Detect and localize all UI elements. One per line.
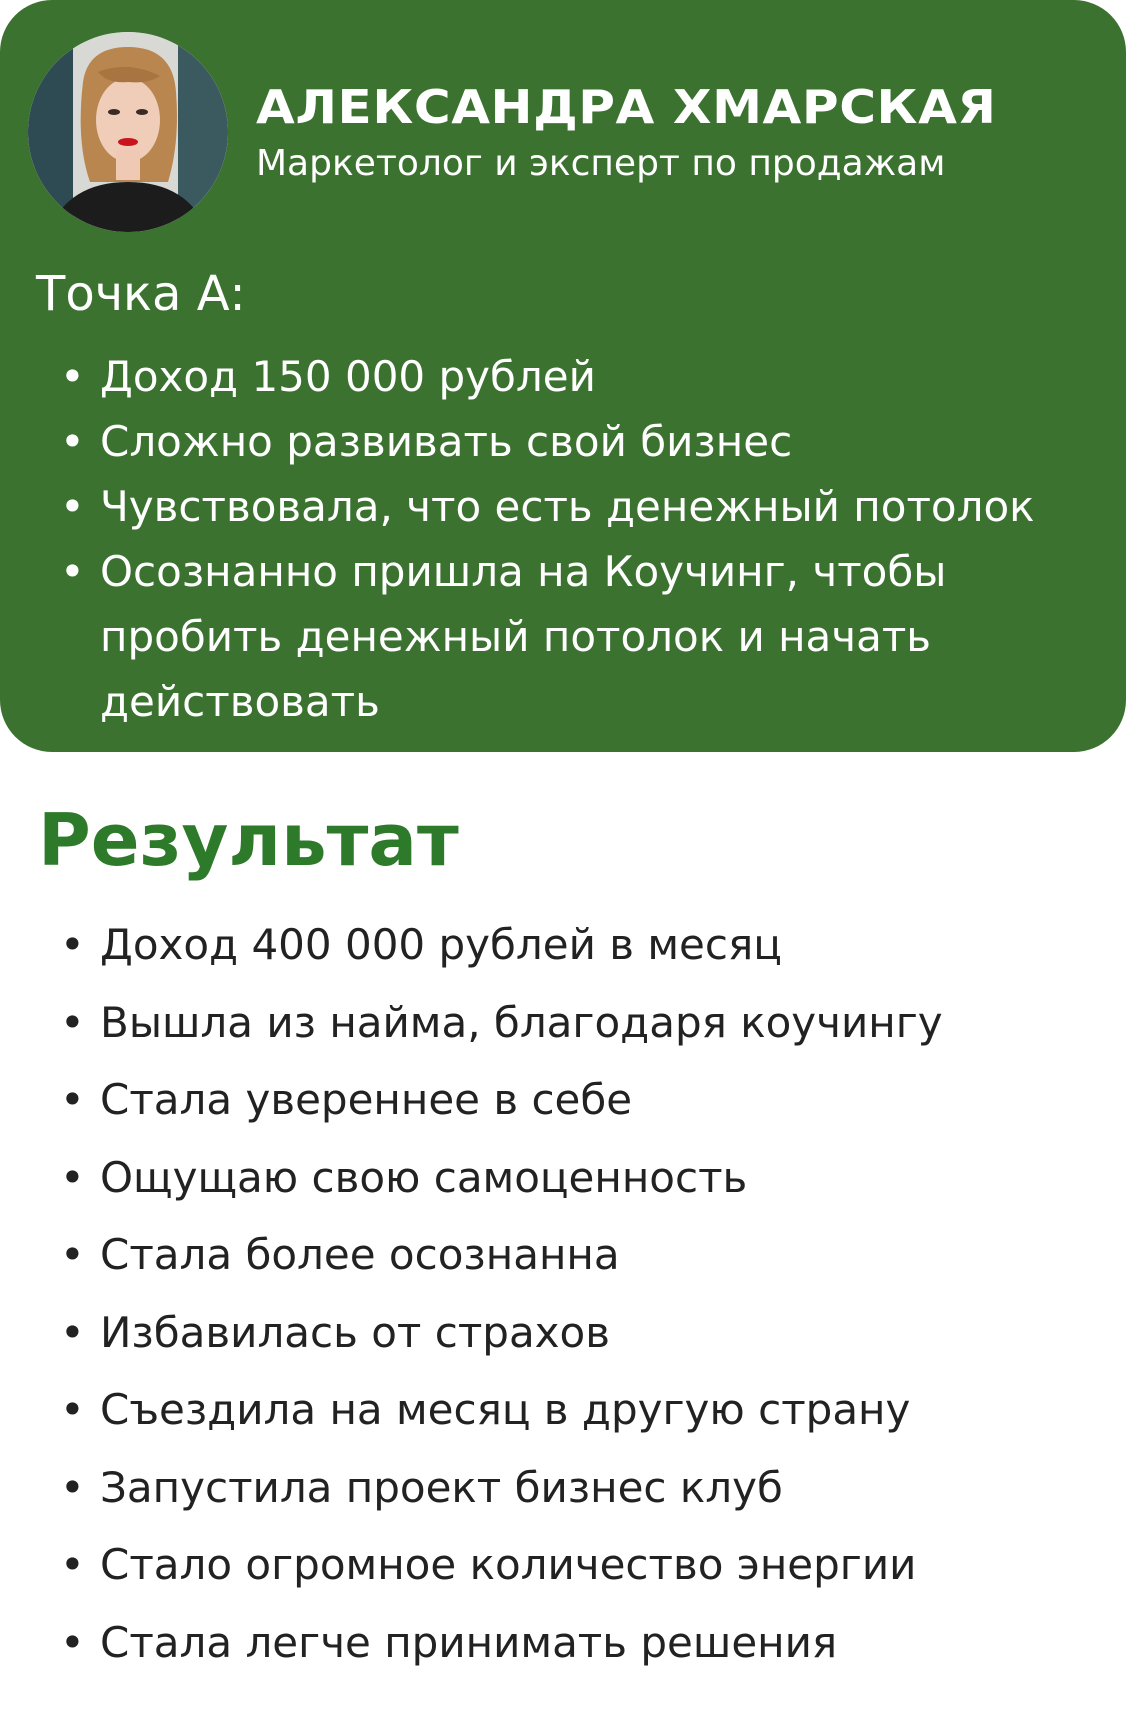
bullet-icon: •	[60, 1617, 85, 1667]
profile-name: АЛЕКСАНДРА ХМАРСКАЯ	[256, 80, 997, 134]
point-a-item: • Доход 150 000 рублей	[0, 344, 1035, 409]
avatar-photo	[28, 32, 228, 232]
bullet-icon: •	[60, 1307, 85, 1357]
bullet-icon: •	[60, 1462, 85, 1512]
bullet-icon: •	[60, 1075, 85, 1124]
result-item: • Стала увереннее в себе	[0, 1071, 943, 1149]
bullet-icon: •	[60, 1152, 85, 1202]
bullet-icon: •	[60, 920, 85, 969]
result-item: • Запустила проект бизнес клуб	[0, 1459, 943, 1537]
result-item: • Вышла из найма, благодаря коучингу	[0, 994, 943, 1072]
point-a-item: • Сложно развивать свой бизнес	[0, 409, 1035, 474]
result-item: • Съездила на месяц в другую страну	[0, 1381, 943, 1459]
bullet-icon: •	[60, 417, 85, 466]
bullet-icon: •	[60, 352, 85, 401]
profile-card	[0, 0, 1126, 752]
point-a-title: Точка А:	[36, 266, 246, 322]
point-a-item: • Осознанно пришла на Коучинг, чтобы	[0, 539, 1035, 604]
result-item: • Стала более осознанна	[0, 1226, 943, 1304]
avatar	[28, 32, 228, 232]
result-item: • Избавилась от страхов	[0, 1304, 943, 1382]
bullet-icon: •	[60, 482, 85, 531]
point-a-list	[0, 344, 1035, 734]
profile-role: Маркетолог и эксперт по продажам	[256, 143, 946, 184]
result-item: • Стало огромное количество энергии	[0, 1536, 943, 1614]
point-a-item-continuation: пробить денежный потолок и начать	[100, 612, 932, 661]
result-item: • Стала легче принимать решения	[0, 1614, 943, 1692]
point-a-item: • Чувствовала, что есть денежный потолок	[0, 474, 1035, 539]
result-title: Результат	[38, 798, 459, 882]
result-item: • Ощущаю свою самоценность	[0, 1149, 943, 1227]
bullet-icon: •	[60, 997, 85, 1047]
bullet-icon: •	[60, 1540, 85, 1589]
bullet-icon: •	[60, 547, 85, 596]
point-a-item-continuation: действовать	[100, 677, 380, 726]
bullet-icon: •	[60, 1230, 85, 1279]
result-list	[0, 916, 943, 1691]
result-item: • Доход 400 000 рублей в месяц	[0, 916, 943, 994]
bullet-icon: •	[60, 1385, 85, 1434]
